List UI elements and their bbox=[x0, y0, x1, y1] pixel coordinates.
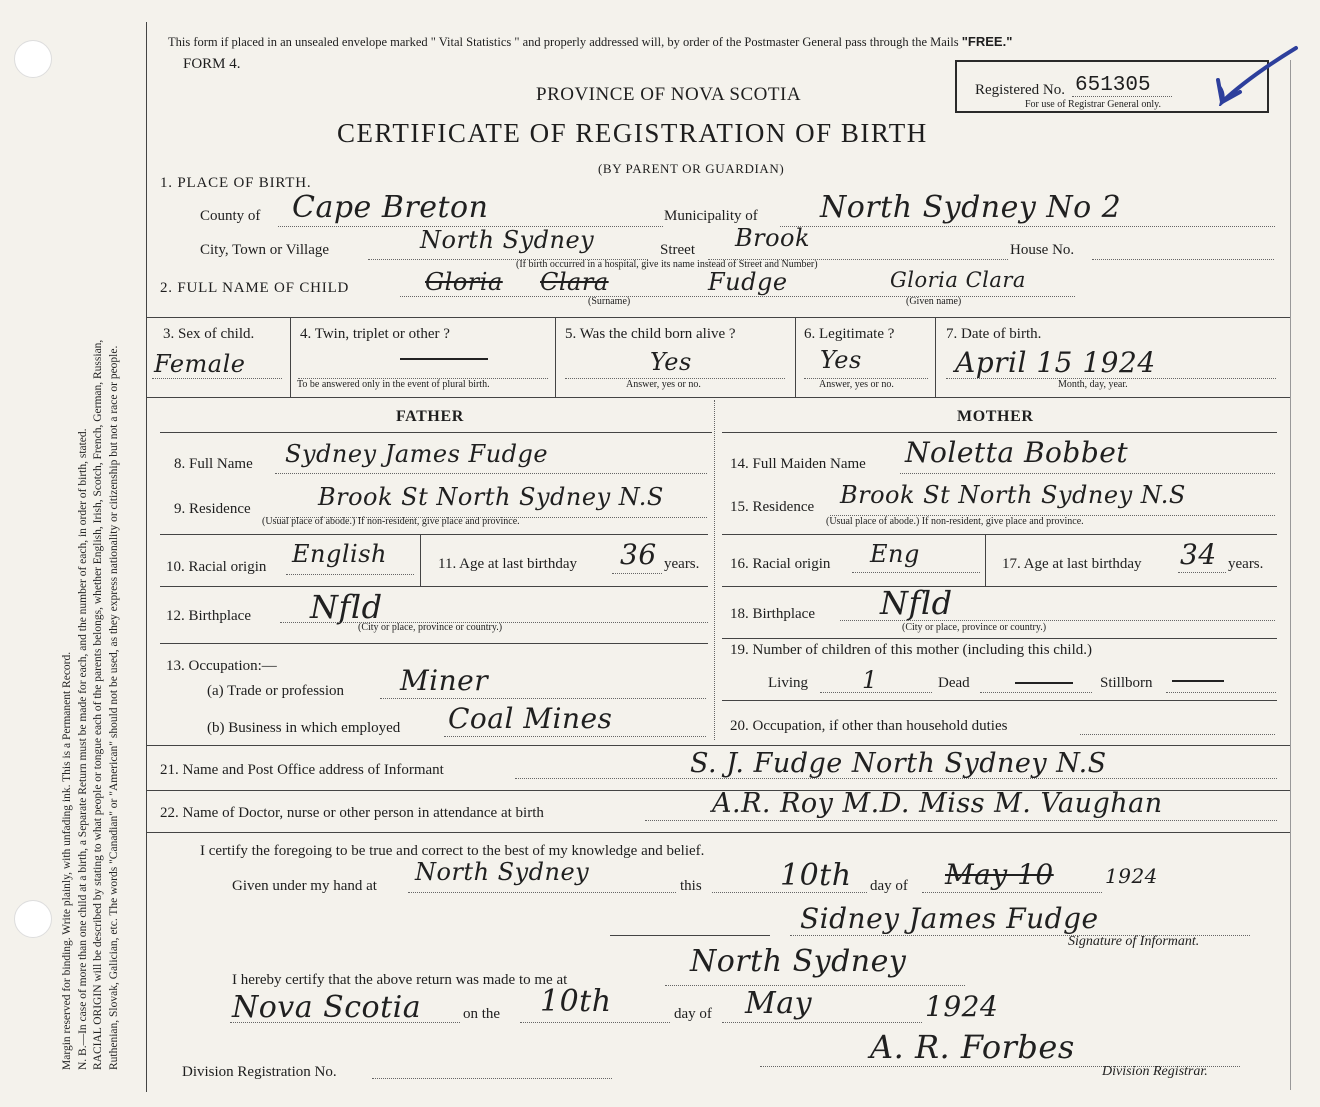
given-place-value: North Sydney bbox=[415, 858, 590, 886]
doctor-value: A.R. Roy M.D. Miss M. Vaughan bbox=[712, 788, 1163, 819]
right-border bbox=[1290, 60, 1291, 1090]
registrar-place-line bbox=[665, 985, 965, 986]
sex-label: 3. Sex of child. bbox=[163, 326, 255, 342]
registrar-on-the-label: on the bbox=[463, 1006, 501, 1022]
margin-border bbox=[146, 22, 147, 1092]
born-alive-note: Answer, yes or no. bbox=[626, 379, 701, 390]
legitimate-note: Answer, yes or no. bbox=[819, 379, 894, 390]
mother-birthplace-label: 18. Birthplace bbox=[730, 606, 815, 622]
father-row-rule-1 bbox=[160, 534, 708, 535]
living-value: 1 bbox=[862, 666, 878, 694]
row3-top-border bbox=[146, 317, 1290, 318]
mother-race-line bbox=[852, 572, 980, 573]
street-value: Brook bbox=[735, 224, 811, 252]
mother-occupation-line bbox=[1080, 734, 1275, 735]
given-month-line bbox=[922, 892, 1102, 893]
father-heading: FATHER bbox=[396, 408, 464, 425]
date-of-birth-label: 7. Date of birth. bbox=[946, 326, 1042, 342]
date-of-birth-value: April 15 1924 bbox=[955, 346, 1156, 379]
hospital-note: (If birth occurred in a hospital, give its name instead of Street and Number) bbox=[516, 259, 818, 270]
child-name-line bbox=[400, 296, 1075, 297]
father-race-value: English bbox=[292, 540, 387, 568]
stillborn-label: Stillborn bbox=[1100, 675, 1153, 691]
certify-top-border bbox=[146, 832, 1290, 833]
father-residence-note: (Usual place of abode.) If non-resident, give place and province. bbox=[262, 516, 520, 527]
certify-statement: I certify the foregoing to be true and correct to the best of my knowledge and belief. bbox=[200, 843, 705, 859]
margin-binding-note: Margin reserved for binding. Write plainly, with unfading ink. This is a Permanent Record. bbox=[61, 651, 73, 1070]
form-number: FORM 4. bbox=[183, 56, 241, 72]
registrar-note: For use of Registrar General only. bbox=[1025, 99, 1161, 110]
registered-label: Registered No. bbox=[975, 82, 1065, 98]
city-value: North Sydney bbox=[420, 226, 595, 254]
living-label: Living bbox=[768, 675, 808, 691]
city-label: City, Town or Village bbox=[200, 242, 330, 258]
mother-name-value: Noletta Bobbet bbox=[905, 436, 1129, 469]
margin-racial-note-2: Ruthenian, Slovak, Galician, etc. The words "Canadian" or "American" should not be used, as they express nationality or citizenship but not a race or people. bbox=[107, 345, 120, 1070]
place-of-birth-label: 1. PLACE OF BIRTH. bbox=[160, 175, 312, 191]
father-row-rule-3 bbox=[160, 643, 708, 644]
division-registration-line bbox=[372, 1078, 612, 1079]
mother-name-label: 14. Full Maiden Name bbox=[730, 456, 866, 472]
mother-heading: MOTHER bbox=[957, 408, 1034, 425]
date-of-birth-note: Month, day, year. bbox=[1058, 379, 1128, 390]
living-line bbox=[820, 692, 932, 693]
binder-hole-bottom bbox=[14, 900, 52, 938]
mother-race-label: 16. Racial origin bbox=[730, 556, 831, 572]
registrar-month-line bbox=[722, 1022, 922, 1023]
municipality-label: Municipality of bbox=[664, 208, 758, 224]
this-label: this bbox=[680, 878, 702, 894]
father-birthplace-value: Nfld bbox=[310, 588, 383, 626]
father-birthplace-label: 12. Birthplace bbox=[166, 608, 251, 624]
struck-name-2: Clara bbox=[540, 268, 609, 296]
parents-divider bbox=[714, 400, 715, 740]
father-age-years: years. bbox=[664, 556, 700, 572]
twin-note: To be answered only in the event of plural birth. bbox=[297, 379, 490, 390]
given-day-line bbox=[712, 892, 867, 893]
stillborn-dash bbox=[1172, 680, 1224, 682]
binder-hole-top bbox=[14, 40, 52, 78]
informant-top-border bbox=[146, 745, 1290, 746]
dead-dash bbox=[1015, 682, 1073, 684]
mother-age-label: 17. Age at last birthday bbox=[1002, 556, 1142, 572]
father-age-line bbox=[612, 573, 662, 574]
surname-note: (Surname) bbox=[588, 296, 631, 307]
born-alive-label: 5. Was the child born alive ? bbox=[565, 326, 736, 342]
mother-heading-rule bbox=[722, 432, 1277, 433]
born-alive-value: Yes bbox=[650, 348, 692, 376]
father-name-label: 8. Full Name bbox=[174, 456, 253, 472]
registered-number: 651305 bbox=[1075, 74, 1151, 97]
mother-residence-note: (Usual place of abode.) If non-resident, give place and province. bbox=[826, 516, 1084, 527]
mother-race-value: Eng bbox=[870, 540, 920, 568]
father-business-label: (b) Business in which employed bbox=[207, 720, 401, 736]
mother-age-value: 34 bbox=[1180, 538, 1217, 571]
father-trade-line bbox=[380, 698, 706, 699]
county-label: County of bbox=[200, 208, 261, 224]
given-day-value: 10th bbox=[780, 858, 852, 893]
informant-value: S. J. Fudge North Sydney N.S bbox=[690, 748, 1107, 779]
child-given-name-value: Gloria Clara bbox=[890, 268, 1026, 292]
county-value: Cape Breton bbox=[292, 190, 489, 225]
father-residence-value: Brook St North Sydney N.S bbox=[318, 483, 664, 511]
twin-label: 4. Twin, triplet or other ? bbox=[300, 326, 450, 342]
registrar-signature-value: A. R. Forbes bbox=[870, 1028, 1075, 1066]
mother-residence-value: Brook St North Sydney N.S bbox=[840, 481, 1186, 509]
checkmark-icon bbox=[1210, 42, 1310, 106]
legitimate-value: Yes bbox=[820, 346, 862, 374]
mother-row-rule-1 bbox=[722, 534, 1277, 535]
row3-divider-2 bbox=[555, 317, 556, 397]
given-year-value: 1924 bbox=[1105, 864, 1158, 888]
father-trade-label: (a) Trade or profession bbox=[207, 683, 345, 699]
division-registrar-label: Division Registrar. bbox=[1102, 1064, 1208, 1079]
father-business-line bbox=[444, 736, 706, 737]
informant-line bbox=[515, 778, 1277, 779]
father-race-label: 10. Racial origin bbox=[166, 559, 267, 575]
legitimate-label: 6. Legitimate ? bbox=[804, 326, 895, 342]
mother-birthplace-value: Nfld bbox=[880, 584, 953, 622]
margin-notes bbox=[60, 10, 122, 1070]
registrar-place-value: North Sydney bbox=[690, 944, 907, 979]
mother-row-rule-2 bbox=[722, 586, 1277, 587]
registrar-month-value: May bbox=[745, 986, 813, 1021]
municipality-line bbox=[780, 226, 1275, 227]
father-residence-label: 9. Residence bbox=[174, 501, 251, 517]
dead-label: Dead bbox=[938, 675, 970, 691]
row3-divider-3 bbox=[795, 317, 796, 397]
twin-dash bbox=[400, 358, 488, 360]
signature-label: Signature of Informant. bbox=[1068, 934, 1200, 949]
mother-name-line bbox=[900, 473, 1275, 474]
mother-residence-label: 15. Residence bbox=[730, 499, 815, 515]
sex-value: Female bbox=[154, 350, 246, 378]
child-name-label: 2. FULL NAME OF CHILD bbox=[160, 280, 350, 296]
registrar-day-of-label: day of bbox=[674, 1006, 712, 1022]
father-age-label: 11. Age at last birthday bbox=[438, 556, 577, 572]
house-number-label: House No. bbox=[1010, 242, 1075, 258]
father-heading-rule bbox=[160, 432, 712, 433]
father-name-line bbox=[275, 473, 707, 474]
division-registration-label: Division Registration No. bbox=[182, 1064, 337, 1080]
father-business-value: Coal Mines bbox=[448, 702, 613, 735]
mother-row-rule-4 bbox=[722, 700, 1277, 701]
margin-nb-note: N. B.—In case of more than one child at a birth, a Separate Return must be made for each, and the number of each, in order of birth, stated. bbox=[76, 428, 89, 1070]
municipality-value: North Sydney No 2 bbox=[820, 190, 1122, 225]
stillborn-line bbox=[1166, 692, 1276, 693]
mother-age-years: years. bbox=[1228, 556, 1264, 572]
registrar-place2-line bbox=[230, 1022, 460, 1023]
registrar-day-value: 10th bbox=[540, 984, 612, 1019]
given-name-note: (Given name) bbox=[906, 296, 962, 307]
father-trade-value: Miner bbox=[400, 664, 489, 697]
signature-short-line bbox=[610, 935, 770, 936]
informant-label: 21. Name and Post Office address of Informant bbox=[160, 762, 444, 778]
father-age-value: 36 bbox=[620, 538, 657, 571]
mother-row-rule-3 bbox=[722, 638, 1277, 639]
given-place-line bbox=[408, 892, 676, 893]
struck-name-1: Gloria bbox=[425, 268, 503, 296]
registrar-day-line bbox=[520, 1022, 670, 1023]
mother-age-line bbox=[1178, 572, 1226, 573]
margin-racial-note-1: RACIAL ORIGIN will be described by stating to what people or tongue each of the parents belongs, whether English, Irish, Scotch, French, German, Russian, bbox=[92, 339, 104, 1070]
father-occupation-label: 13. Occupation:— bbox=[166, 658, 277, 674]
mother-birthplace-line bbox=[840, 620, 1275, 621]
mother-birthplace-note: (City or place, province or country.) bbox=[902, 622, 1047, 633]
registrar-statement: I hereby certify that the above return was made to me at bbox=[232, 972, 568, 988]
registrar-place2-value: Nova Scotia bbox=[232, 990, 422, 1025]
mail-notice-text: This form if placed in an unsealed envelope marked " Vital Statistics " and properly addressed will, by order of the Postmaster General pass through the Mails bbox=[168, 35, 959, 49]
registered-line bbox=[1072, 96, 1172, 97]
house-number-line bbox=[1092, 259, 1274, 260]
dead-line bbox=[980, 692, 1092, 693]
given-under-label: Given under my hand at bbox=[232, 878, 377, 894]
father-birthplace-note: (City or place, province or country.) bbox=[358, 622, 503, 633]
child-surname-value: Fudge bbox=[708, 268, 788, 296]
row3-divider-1 bbox=[290, 317, 291, 397]
registrar-year-value: 1924 bbox=[925, 990, 999, 1023]
father-row-rule-2 bbox=[160, 586, 708, 587]
father-race-line bbox=[286, 574, 414, 575]
father-name-value: Sydney James Fudge bbox=[285, 440, 549, 468]
given-day-of-label: day of bbox=[870, 878, 908, 894]
mother-children-label: 19. Number of children of this mother (including this child.) bbox=[730, 642, 1093, 658]
page-subtitle: (BY PARENT OR GUARDIAN) bbox=[598, 161, 785, 176]
doctor-line bbox=[645, 820, 1277, 821]
informant-signature-value: Sidney James Fudge bbox=[800, 902, 1099, 935]
province-heading: PROVINCE OF NOVA SCOTIA bbox=[536, 84, 802, 105]
row3-divider-4 bbox=[935, 317, 936, 397]
mother-race-divider bbox=[985, 534, 986, 586]
mail-notice bbox=[168, 34, 1012, 50]
street-label: Street bbox=[660, 242, 695, 258]
father-race-divider bbox=[420, 534, 421, 586]
row3-bottom-border bbox=[146, 397, 1290, 398]
mother-occupation-label: 20. Occupation, if other than household duties bbox=[730, 718, 1008, 734]
given-month-value: May 10 bbox=[945, 858, 1054, 891]
doctor-label: 22. Name of Doctor, nurse or other person in attendance at birth bbox=[160, 805, 544, 821]
sex-line bbox=[152, 378, 282, 379]
page-title: CERTIFICATE OF REGISTRATION OF BIRTH bbox=[337, 118, 928, 148]
free-label: "FREE." bbox=[961, 34, 1013, 49]
